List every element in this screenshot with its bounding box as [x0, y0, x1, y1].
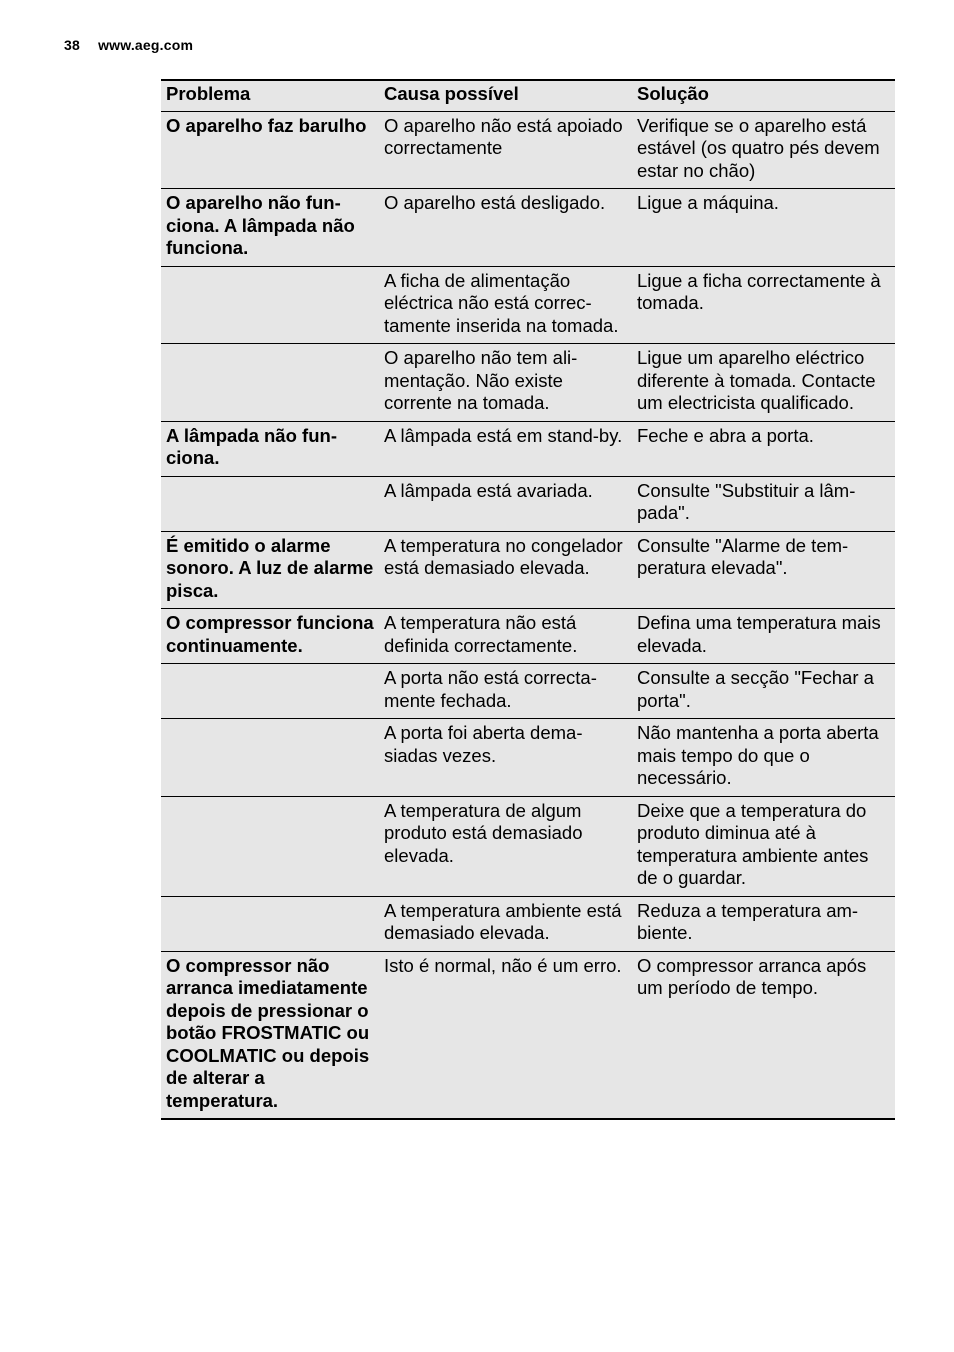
- solution-cell: Feche e abra a porta.: [637, 424, 814, 446]
- cause-cell: A porta não está correctamente fechada.: [384, 667, 597, 711]
- table-header-row: [161, 80, 895, 111]
- solution-cell: Consulte a secção "Fechar a porta".: [637, 667, 874, 711]
- solution-cell: Ligue a máquina.: [637, 192, 779, 213]
- solution-cell: O compressor arranca após um período de tempo.: [637, 954, 867, 998]
- table-row: [161, 344, 895, 422]
- problem-cell: [161, 476, 379, 531]
- solution-cell: Reduza a temperatura ambiente.: [637, 899, 859, 943]
- table-row: [161, 189, 895, 267]
- cause-cell: A lâmpada está avariada.: [384, 479, 593, 501]
- troubleshooting-table: [161, 79, 895, 1120]
- problem-cell: [161, 344, 379, 422]
- solution-cell: Deixe que a temperatura do produto diminua até à temperatura ambiente antes de o guardar.: [637, 799, 869, 888]
- cause-cell: Isto é normal, não é um erro.: [384, 954, 622, 976]
- cause-cell: O aparelho não está apoiado correctamente: [384, 114, 623, 158]
- cause-cell: A temperatura de algum produto está demasiado elevada.: [384, 799, 583, 866]
- column-header-problem: Problema: [166, 83, 251, 104]
- table-row: [161, 719, 895, 797]
- column-header-cause: Causa possível: [384, 83, 519, 104]
- table-row: [161, 476, 895, 531]
- problem-cell: [161, 266, 379, 344]
- table-row: [161, 896, 895, 951]
- site-url: www.aeg.com: [98, 37, 194, 53]
- solution-cell: Consulte "Substituir a lâmpada".: [637, 479, 856, 523]
- table-row: [161, 531, 895, 609]
- table-row: [161, 796, 895, 896]
- solution-cell: Verifique se o aparelho está estável (os quatro pés devem estar no chão): [637, 114, 880, 181]
- problem-cell: [161, 664, 379, 719]
- table-row: [161, 664, 895, 719]
- problem-cell: [161, 796, 379, 896]
- problem-cell: A lâmpada não funciona.: [166, 424, 337, 468]
- solution-cell: Ligue a ficha correctamente à tomada.: [637, 269, 881, 313]
- problem-cell: O compressor funciona continuamente.: [166, 612, 374, 656]
- cause-cell: A porta foi aberta demasiadas vezes.: [384, 722, 583, 766]
- problem-cell: [161, 896, 379, 951]
- problem-cell: [161, 719, 379, 797]
- cause-cell: A temperatura ambiente está demasiado elevada.: [384, 899, 622, 943]
- page-number: 38: [64, 37, 80, 53]
- solution-cell: Não mantenha a porta aberta mais tempo do que o necessário.: [637, 722, 879, 788]
- cause-cell: A ficha de alimentação eléctrica não está correctamente inserida na tomada.: [384, 269, 619, 336]
- page-header: [64, 37, 193, 53]
- solution-cell: Defina uma temperatura mais elevada.: [637, 612, 881, 656]
- problem-cell: É emitido o alarme sonoro. A luz de alarme pisca.: [166, 534, 374, 601]
- table-row: [161, 111, 895, 189]
- cause-cell: A lâmpada está em stand-by.: [384, 424, 623, 446]
- problem-cell: O aparelho não funciona. A lâmpada não funciona.: [166, 192, 355, 258]
- cause-cell: O aparelho não tem alimentação. Não existe corrente na tomada.: [384, 347, 578, 413]
- troubleshooting-table-wrapper: [161, 79, 895, 1120]
- table-row: [161, 266, 895, 344]
- cause-cell: A temperatura no congelador está demasiado elevada.: [384, 534, 623, 578]
- table-row: [161, 609, 895, 664]
- cause-cell: O aparelho está desligado.: [384, 192, 606, 213]
- cause-cell: A temperatura não está definida correctamente.: [384, 612, 578, 656]
- problem-cell: O compressor não arranca imediatamente depois de pressionar o botão FROSTMATIC ou COOLMATIC ou depois de alterar a temperatura.: [166, 954, 370, 1111]
- table-row: [161, 951, 895, 1119]
- table-row: [161, 421, 895, 476]
- solution-cell: Consulte "Alarme de temperatura elevada".: [637, 534, 849, 578]
- problem-cell: O aparelho faz barulho: [166, 114, 367, 136]
- solution-cell: Ligue um aparelho eléctrico diferente à tomada. Contacte um electricista qualificado.: [637, 347, 876, 413]
- column-header-solution: Solução: [637, 83, 709, 104]
